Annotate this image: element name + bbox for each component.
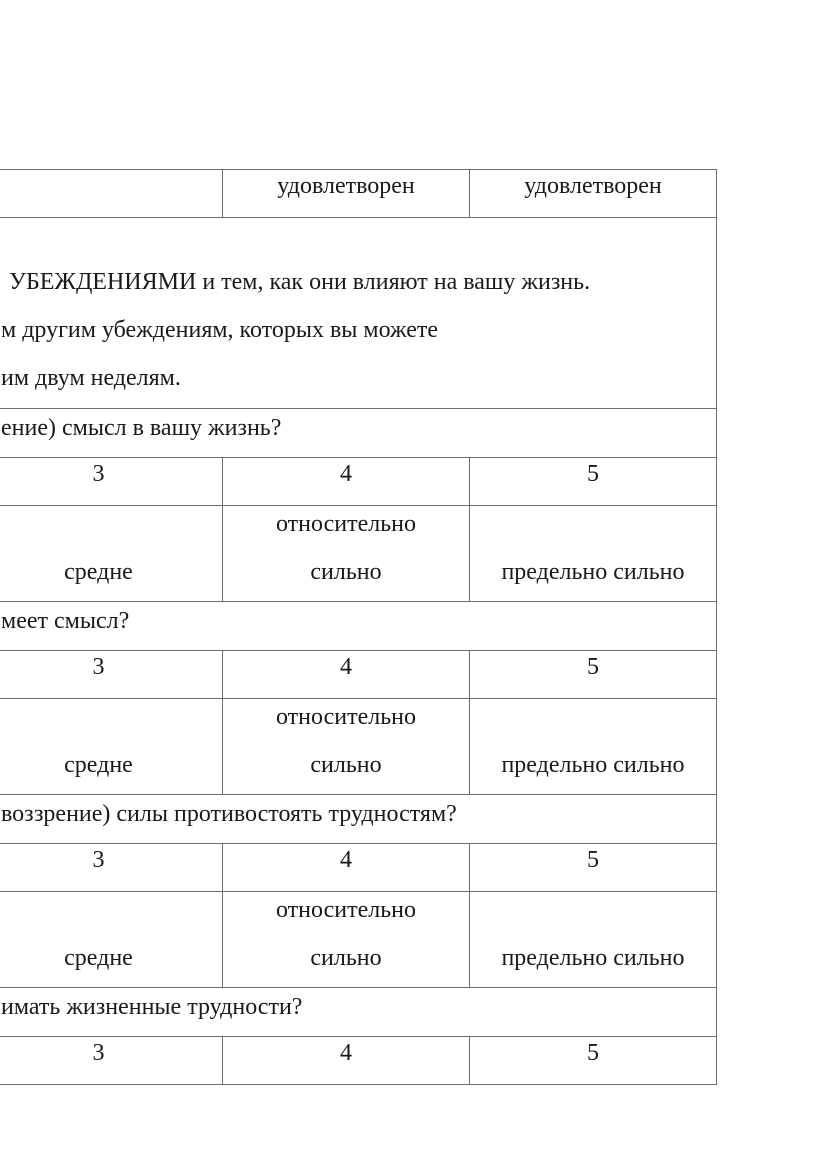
scale-row [0,458,717,506]
question-text: ение) смысл в вашу жизнь? [0,409,717,458]
scale-option-5[interactable]: 5 [470,458,717,506]
scale-label-4: относительно сильно [223,699,470,795]
scale-option-3[interactable]: 3 [0,844,223,892]
scale-row [0,1037,717,1085]
intro-line-2: м другим убеждениям, которых вы можете [1,317,439,343]
header-cell-empty [0,170,223,218]
scale-option-4[interactable]: 4 [223,651,470,699]
intro-line-1: УБЕЖДЕНИЯМИ и тем, как они влияют на вашу жизнь. [9,269,591,295]
header-cell-satisfied-2: удовлетворен [470,170,717,218]
question-row [0,602,717,651]
scale-option-3[interactable]: 3 [0,458,223,506]
scale-label-row [0,892,717,988]
scale-label-3: средне [0,892,223,988]
scale-option-3[interactable]: 3 [0,1037,223,1085]
scale-label-4: относительно сильно [223,892,470,988]
scale-label-5: предельно сильно [470,892,717,988]
scale-option-5[interactable]: 5 [470,844,717,892]
scale-option-4[interactable]: 4 [223,1037,470,1085]
intro-row [0,218,717,409]
scale-label-4: относительно сильно [223,506,470,602]
scale-option-3[interactable]: 3 [0,651,223,699]
question-row [0,988,717,1037]
scale-option-4[interactable]: 4 [223,458,470,506]
scale-row [0,844,717,892]
question-text: воззрение) силы противостоять трудностям? [0,795,717,844]
scale-label-row [0,506,717,602]
header-row [0,170,717,218]
scale-option-5[interactable]: 5 [470,651,717,699]
scale-option-4[interactable]: 4 [223,844,470,892]
question-row [0,795,717,844]
scale-label-3: средне [0,506,223,602]
scale-label-row [0,699,717,795]
intro-line-3: им двум неделям. [1,365,181,391]
scale-option-5[interactable]: 5 [470,1037,717,1085]
scale-label-5: предельно сильно [470,699,717,795]
question-text: имать жизненные трудности? [0,988,717,1037]
scale-label-3: средне [0,699,223,795]
header-cell-satisfied-1: удовлетворен [223,170,470,218]
questionnaire-table [0,169,717,1085]
question-text: меет смысл? [0,602,717,651]
intro-cell [0,218,717,409]
scale-row [0,651,717,699]
question-row [0,409,717,458]
scale-label-5: предельно сильно [470,506,717,602]
